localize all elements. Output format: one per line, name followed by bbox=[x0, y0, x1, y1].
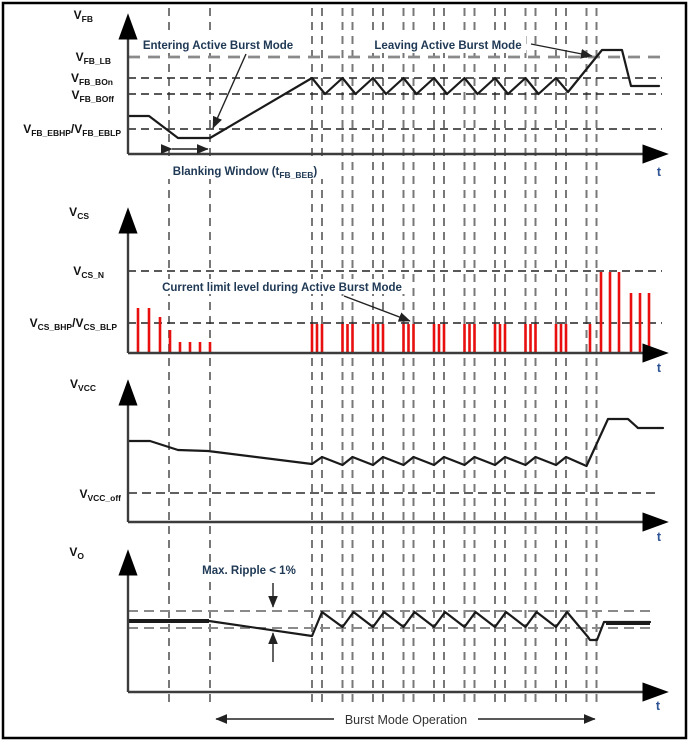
leaving-burst-annotation: Leaving Active Burst Mode bbox=[374, 40, 522, 52]
burst-timing-gridlines bbox=[169, 8, 597, 707]
vfb-time-label: t bbox=[656, 165, 662, 179]
entering-burst-annotation: Entering Active Burst Mode bbox=[142, 40, 294, 52]
vcs-n-label: $V_{CS\_N}$ bbox=[73, 264, 104, 280]
max-ripple-annotation: Max. Ripple < 1% bbox=[202, 565, 296, 577]
vfb-lb-label: $V_{FB\_LB}$ bbox=[75, 50, 111, 66]
vfb-ebhp-eblp-label: $V_{FB\_EBHP}/V_{FB\_EBLP}$ bbox=[23, 122, 121, 138]
entering-burst-arrow bbox=[213, 54, 246, 128]
vvcc-panel bbox=[70, 377, 664, 544]
vvcc-time-label: t bbox=[656, 530, 662, 544]
burst-mode-operation-label: Burst Mode Operation bbox=[344, 713, 468, 727]
vo-time-label: t bbox=[655, 699, 661, 713]
blanking-window-label: Blanking Window $(t_{FB\_BEB})$ bbox=[172, 166, 318, 180]
vo-waveform bbox=[209, 612, 650, 640]
current-limit-annotation: Current limit level during Active Burst Mode bbox=[162, 282, 402, 294]
vfb-bon-label: $V_{FB\_BOn}$ bbox=[70, 71, 113, 87]
leaving-burst-arrow bbox=[531, 44, 592, 56]
vvcc-off-label: $V_{VCC\_off}$ bbox=[79, 487, 121, 503]
vfb-panel bbox=[23, 8, 664, 180]
vo-panel bbox=[69, 545, 664, 713]
vfb-axis-label: $V_{FB}$ bbox=[73, 8, 93, 24]
current-limit-arrow bbox=[344, 296, 410, 321]
vo-axis-label: $V_O$ bbox=[69, 545, 84, 561]
burst-mode-span bbox=[216, 713, 595, 727]
vcs-time-label: t bbox=[656, 361, 662, 375]
vvcc-axis-label: $V_{VCC}$ bbox=[70, 377, 96, 393]
vcs-bhp-blp-label: $V_{CS\_BHP}/V_{CS\_BLP}$ bbox=[29, 316, 117, 332]
vfb-boff-label: $V_{FB\_BOff}$ bbox=[71, 88, 114, 104]
vvcc-waveform bbox=[128, 419, 663, 466]
vcs-axis-label: $V_{CS}$ bbox=[69, 205, 89, 221]
vcs-panel bbox=[30, 205, 664, 375]
